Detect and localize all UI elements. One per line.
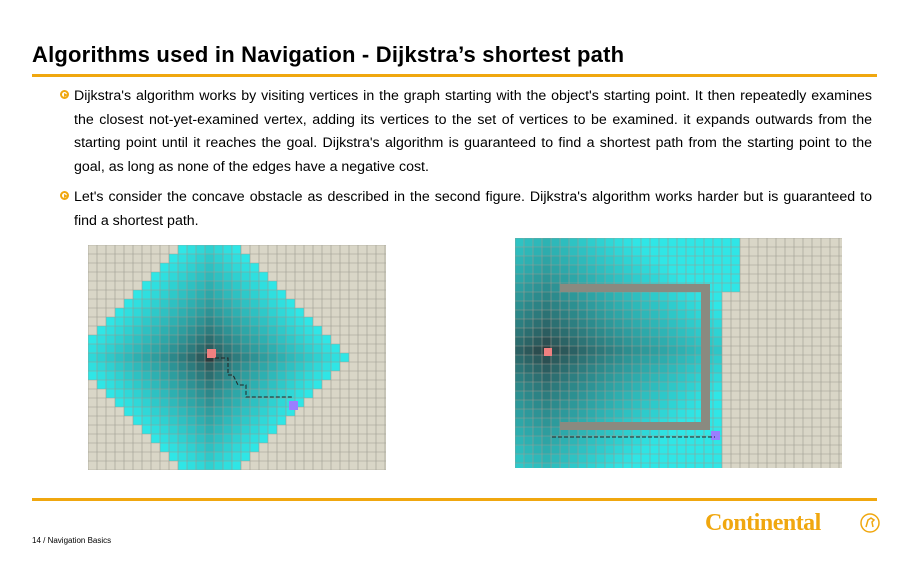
- goal-node: [289, 401, 298, 410]
- title-divider: [32, 74, 877, 77]
- arrow-circle-icon: [60, 191, 69, 200]
- goal-node: [711, 431, 720, 440]
- arrow-circle-icon: [60, 90, 69, 99]
- continental-logo: [705, 510, 880, 540]
- dijkstra-concave-obstacle-figure: [515, 238, 842, 468]
- bullet-text: Let's consider the concave obstacle as described in the second figure. Dijkstra's algorithm works harder but is guaranteed to find a shortest path.: [74, 189, 872, 229]
- slide-title: Algorithms used in Navigation - Dijkstra’s shortest path: [32, 42, 625, 67]
- grid-canvas: [515, 238, 842, 468]
- footer-page-label: 14 / Navigation Basics: [32, 536, 112, 545]
- dijkstra-open-grid-figure: [88, 245, 386, 470]
- bullet-text: Dijkstra's algorithm works by visiting vertices in the graph starting with the object's starting point. It then repeatedly examines the closest not-yet-examined vertex, adding its vertices to the set of vertices to be examined. it expands outwards from the starting point until it reaches the goal. Dijkstra's algorithm is guaranteed to find a shortest path from the starting point to the goal, as long as none of the edges have a negative cost.: [74, 88, 872, 175]
- logo-wordmark: Continental: [705, 510, 821, 536]
- start-node: [207, 349, 216, 358]
- obstacle-top-wall: [560, 284, 710, 292]
- start-node: [544, 348, 552, 356]
- grid-canvas: [88, 245, 386, 470]
- obstacle-bottom-wall: [560, 422, 710, 430]
- bullet-item-1: [60, 85, 872, 179]
- obstacle-right-wall: [701, 284, 710, 430]
- bullet-item-2: [60, 186, 872, 233]
- footer-divider: [32, 498, 877, 501]
- horse-icon: [860, 512, 880, 534]
